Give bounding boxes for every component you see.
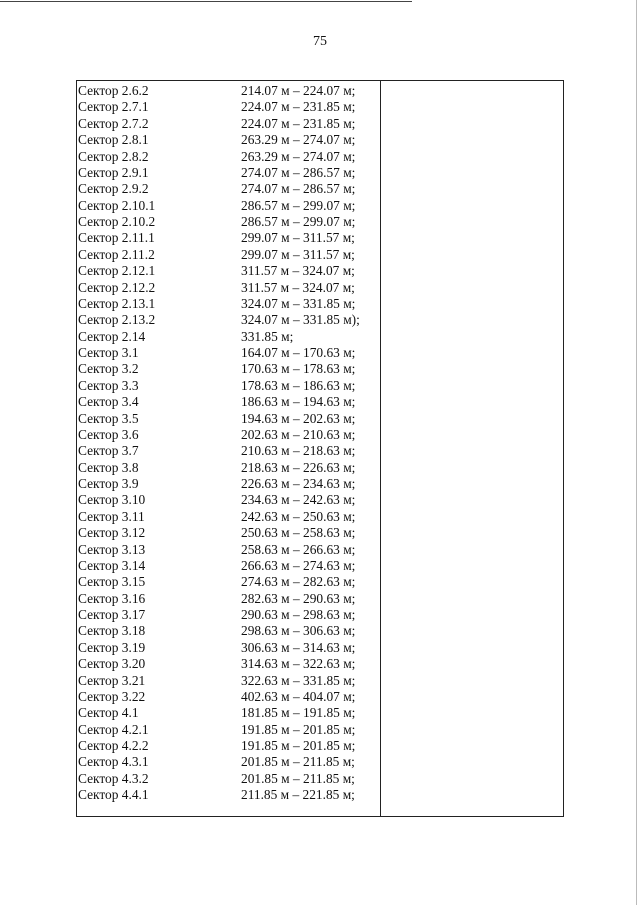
elevation-range: 234.63 м – 242.63 м;	[241, 492, 356, 508]
sector-name: Сектор 3.3	[78, 377, 139, 393]
elevation-range: 290.63 м – 298.63 м;	[241, 607, 356, 622]
elevation-range: 298.63 м – 306.63 м;	[241, 623, 356, 639]
elevation-range: 178.63 м – 186.63 м;	[241, 377, 356, 393]
table-row	[0, 722, 640, 738]
sector-name: Сектор 4.1	[78, 705, 139, 721]
elevation-range: 299.07 м – 311.57 м;	[241, 246, 355, 262]
sector-name: Сектор 4.4.1	[78, 787, 149, 803]
table-row	[0, 83, 640, 99]
elevation-range: 170.63 м – 178.63 м;	[241, 361, 356, 377]
sector-name: Сектор 2.7.1	[78, 99, 149, 115]
elevation-range: 258.63 м – 266.63 м;	[241, 541, 356, 557]
sector-name: Сектор 3.11	[78, 508, 145, 524]
sector-name: Сектор 2.7.2	[78, 115, 149, 131]
table-row	[0, 378, 640, 394]
sector-name: Сектор 2.9.2	[78, 181, 149, 197]
sector-table-rows	[0, 83, 640, 804]
table-row	[0, 181, 640, 197]
elevation-range: 250.63 м – 258.63 м;	[241, 525, 356, 541]
page-number: 75	[313, 34, 327, 49]
table-row	[0, 165, 640, 181]
table-row	[0, 247, 640, 263]
table-row	[0, 689, 640, 705]
table-row	[0, 656, 640, 672]
table-row	[0, 771, 640, 787]
sector-name: Сектор 3.13	[78, 541, 146, 557]
sector-name: Сектор 2.13.2	[78, 312, 156, 328]
table-row	[0, 607, 640, 623]
sector-name: Сектор 3.1	[78, 345, 139, 360]
elevation-range: 263.29 м – 274.07 м;	[241, 132, 356, 148]
sector-name: Сектор 2.11.2	[78, 246, 155, 262]
elevation-range: 214.07 м – 224.07 м;	[241, 83, 356, 98]
table-row	[0, 99, 640, 115]
sector-name: Сектор 3.2	[78, 361, 139, 377]
elevation-range: 266.63 м – 274.63 м;	[241, 557, 356, 573]
sector-name: Сектор 2.10.1	[78, 197, 156, 213]
table-row	[0, 132, 640, 148]
sector-name: Сектор 2.12.2	[78, 279, 156, 295]
table-row	[0, 312, 640, 328]
sector-name: Сектор 3.8	[78, 459, 139, 475]
table-row	[0, 411, 640, 427]
table-row	[0, 476, 640, 492]
sector-name: Сектор 3.7	[78, 443, 139, 459]
table-row	[0, 509, 640, 525]
sector-name: Сектор 3.21	[78, 672, 146, 688]
elevation-range: 274.63 м – 282.63 м;	[241, 574, 356, 590]
elevation-range: 324.07 м – 331.85 м);	[241, 312, 360, 328]
sector-name: Сектор 2.12.1	[78, 263, 156, 279]
sector-name: Сектор 2.11.1	[78, 230, 155, 246]
sector-name: Сектор 3.12	[78, 525, 146, 541]
elevation-range: 263.29 м – 274.07 м;	[241, 148, 356, 164]
sector-name: Сектор 3.14	[78, 557, 146, 573]
elevation-range: 164.07 м – 170.63 м;	[241, 345, 356, 360]
table-row	[0, 345, 640, 361]
elevation-range: 274.07 м – 286.57 м;	[241, 181, 356, 197]
elevation-range: 299.07 м – 311.57 м;	[241, 230, 355, 246]
sector-name: Сектор 4.3.1	[78, 754, 149, 770]
sector-name: Сектор 3.19	[78, 639, 146, 655]
table-row	[0, 705, 640, 721]
sector-name: Сектор 3.9	[78, 476, 139, 491]
table-row	[0, 640, 640, 656]
table-row	[0, 214, 640, 230]
table-row	[0, 673, 640, 689]
table-row	[0, 525, 640, 541]
sector-name: Сектор 2.8.1	[78, 132, 149, 148]
elevation-range: 210.63 м – 218.63 м;	[241, 443, 356, 459]
elevation-range: 322.63 м – 331.85 м;	[241, 672, 356, 688]
elevation-range: 181.85 м – 191.85 м;	[241, 705, 356, 721]
table-row	[0, 754, 640, 770]
sector-name: Сектор 2.14	[78, 328, 146, 344]
elevation-range: 286.57 м – 299.07 м;	[241, 214, 356, 229]
table-row	[0, 149, 640, 165]
table-row	[0, 329, 640, 345]
elevation-range: 224.07 м – 231.85 м;	[241, 115, 356, 131]
elevation-range: 211.85 м – 221.85 м;	[241, 787, 355, 803]
sector-name: Сектор 4.2.1	[78, 721, 149, 737]
table-row	[0, 443, 640, 459]
elevation-range: 311.57 м – 324.07 м;	[241, 279, 355, 295]
table-row	[0, 623, 640, 639]
sector-name: Сектор 3.6	[78, 426, 139, 442]
elevation-range: 218.63 м – 226.63 м;	[241, 459, 356, 475]
sector-name: Сектор 3.15	[78, 574, 146, 590]
elevation-range: 306.63 м – 314.63 м;	[241, 639, 356, 655]
elevation-range: 224.07 м – 231.85 м;	[241, 99, 356, 115]
sector-name: Сектор 2.13.1	[78, 295, 156, 311]
table-row	[0, 738, 640, 754]
sector-name: Сектор 3.22	[78, 688, 146, 704]
sector-name: Сектор 3.5	[78, 410, 139, 426]
table-row	[0, 230, 640, 246]
table-row	[0, 542, 640, 558]
sector-name: Сектор 3.10	[78, 492, 146, 508]
elevation-range: 191.85 м – 201.85 м;	[241, 738, 356, 753]
elevation-range: 191.85 м – 201.85 м;	[241, 721, 356, 737]
sector-name: Сектор 4.2.2	[78, 738, 149, 753]
elevation-range: 201.85 м – 211.85 м;	[241, 754, 355, 770]
table-row	[0, 296, 640, 312]
top-rule	[0, 1, 412, 2]
table-row	[0, 198, 640, 214]
elevation-range: 324.07 м – 331.85 м;	[241, 295, 356, 311]
sector-name: Сектор 2.8.2	[78, 148, 149, 164]
sector-name: Сектор 3.20	[78, 656, 146, 672]
table-row	[0, 116, 640, 132]
table-row	[0, 558, 640, 574]
table-row	[0, 280, 640, 296]
elevation-range: 274.07 м – 286.57 м;	[241, 164, 356, 180]
sector-name: Сектор 2.9.1	[78, 164, 149, 180]
table-row	[0, 460, 640, 476]
sector-name: Сектор 2.6.2	[78, 83, 149, 98]
table-row	[0, 574, 640, 590]
table-row	[0, 591, 640, 607]
sector-name: Сектор 4.3.2	[78, 770, 149, 786]
elevation-range: 202.63 м – 210.63 м;	[241, 426, 356, 442]
elevation-range: 402.63 м – 404.07 м;	[241, 688, 356, 704]
elevation-range: 282.63 м – 290.63 м;	[241, 590, 356, 606]
table-row	[0, 361, 640, 377]
table-row	[0, 787, 640, 803]
table-row	[0, 394, 640, 410]
sector-name: Сектор 3.17	[78, 607, 146, 622]
elevation-range: 286.57 м – 299.07 м;	[241, 197, 356, 213]
sector-name: Сектор 3.4	[78, 394, 139, 410]
elevation-range: 186.63 м – 194.63 м;	[241, 394, 356, 410]
elevation-range: 226.63 м – 234.63 м;	[241, 476, 356, 491]
sector-name: Сектор 2.10.2	[78, 214, 156, 229]
sector-name: Сектор 3.16	[78, 590, 146, 606]
table-row	[0, 492, 640, 508]
elevation-range: 314.63 м – 322.63 м;	[241, 656, 356, 672]
elevation-range: 201.85 м – 211.85 м;	[241, 770, 355, 786]
elevation-range: 194.63 м – 202.63 м;	[241, 410, 356, 426]
elevation-range: 331.85 м;	[241, 328, 294, 344]
table-row	[0, 263, 640, 279]
table-row	[0, 427, 640, 443]
sector-name: Сектор 3.18	[78, 623, 146, 639]
elevation-range: 311.57 м – 324.07 м;	[241, 263, 355, 279]
elevation-range: 242.63 м – 250.63 м;	[241, 508, 356, 524]
